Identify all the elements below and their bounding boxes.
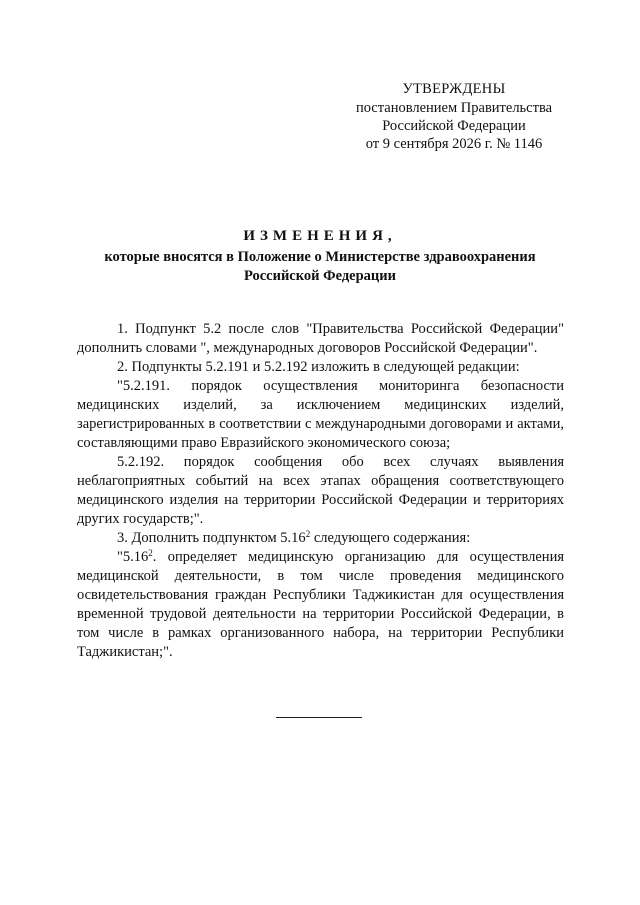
approval-line-2: Российской Федерации [382, 118, 526, 134]
closing-divider [276, 717, 362, 718]
approval-heading: УТВЕРЖДЕНЫ [402, 81, 506, 97]
paragraph-6 [77, 548, 564, 662]
paragraph-3: "5.2.191. порядок осуществления мониторинга безопасности медицинских изделий, за исключением медицинских изделий, зарегистрированных в соответствии с международными договорами и актами, составляющими право Евразийского экономического союза; [77, 378, 564, 451]
paragraph-5-text: 3. Дополнить подпунктом 5.16 [117, 530, 306, 546]
document-title: ИЗМЕНЕНИЯ, [243, 228, 397, 244]
paragraph-5-text-end: следующего содержания: [310, 530, 471, 546]
document-subtitle [80, 248, 560, 286]
paragraph-6-text: "5.16 [117, 549, 149, 565]
approval-line-3: от 9 сентября 2026 г. № 1146 [365, 136, 543, 152]
approval-stamp [340, 80, 568, 153]
subtitle-line-2: Российской Федерации [243, 268, 396, 284]
paragraph-6-superscript: 2 [148, 548, 153, 558]
paragraph-6-text-end: . определяет медицинскую организацию для осуществления медицинской деятельности, в том числе проведения медицинского освидетельствования граждан Республики Таджикистан для осуществления временной трудовой деятельности на территории Российской Федерации, в том числе в рамках организованного набора, на территории Республики Таджикистан;". [77, 549, 564, 660]
approval-line-1: постановлением Правительства [355, 100, 553, 116]
paragraph-4: 5.2.192. порядок сообщения обо всех случаях выявления неблагоприятных событий на всех этапах обращения соответствующего медицинского изделия на территории Российской Федерации и территориях других государств;". [77, 454, 564, 527]
document-body [77, 320, 564, 662]
paragraph-5-superscript: 2 [305, 529, 311, 539]
paragraph-1: 1. Подпункт 5.2 после слов "Правительства Российской Федерации" дополнить словами ", международных договоров Российской Федерации". [77, 321, 564, 356]
subtitle-line-1: которые вносятся в Положение о Министерстве здравоохранения [104, 249, 536, 265]
paragraph-2: 2. Подпункты 5.2.191 и 5.2.192 изложить в следующей редакции: [117, 359, 520, 375]
paragraph-5 [77, 529, 564, 548]
